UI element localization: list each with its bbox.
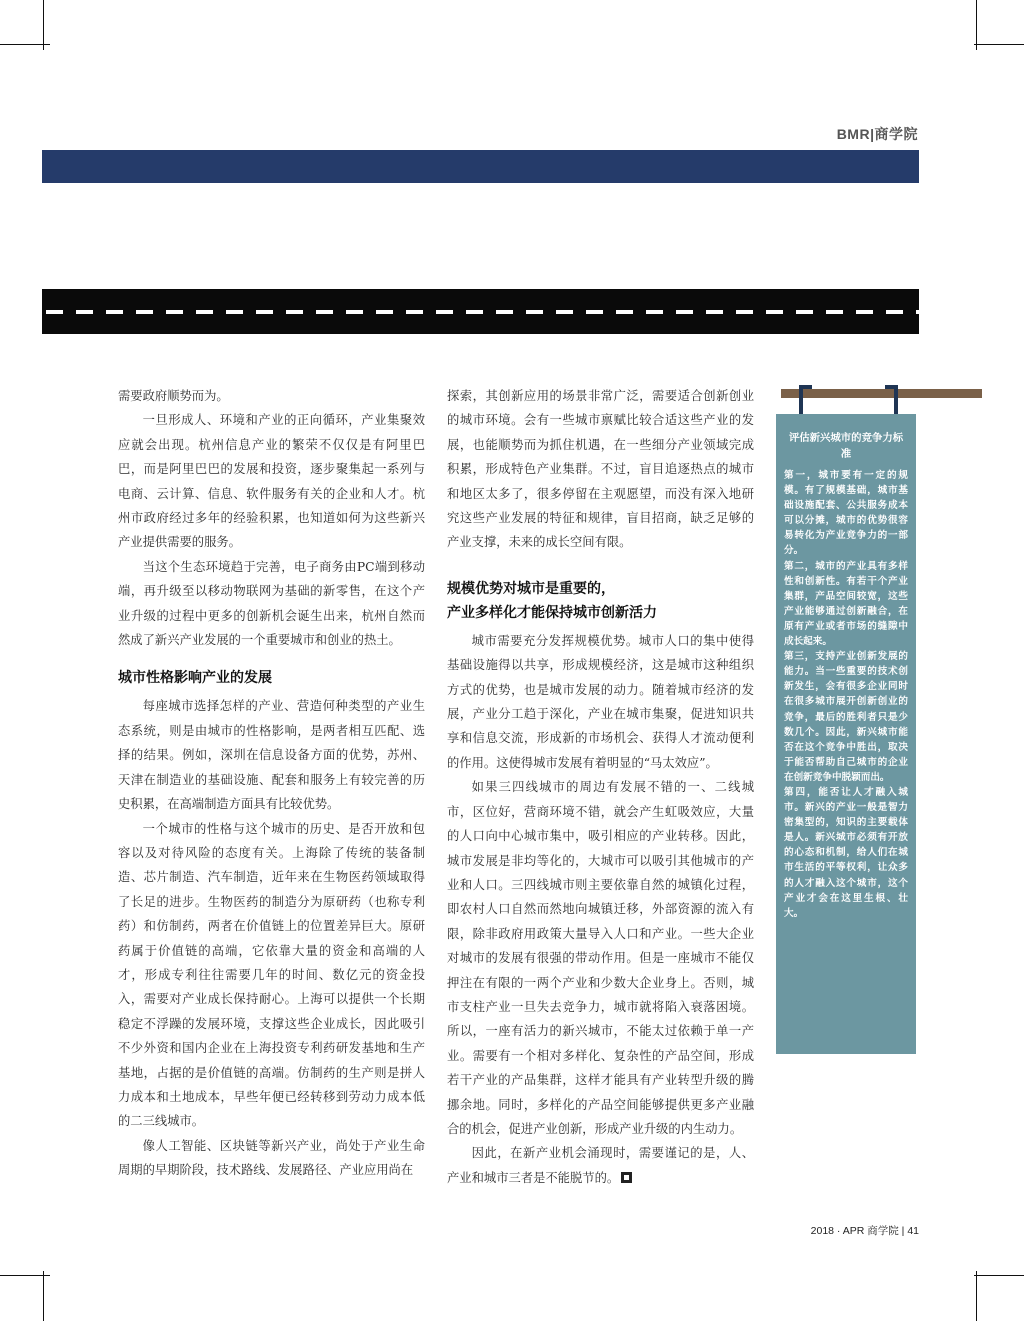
paragraph: 需要政府顺势而为。 — [118, 389, 229, 403]
paragraph: 每座城市选择怎样的产业、营造何种类型的产业生态系统，则是由城市的性格影响，是两者相互匹配、选择的结果。例如，深圳在信息设备方面的优势，苏州、天津在制造业的基础设施、配套和服务上有较完善的历史积累，在高端制造方面具有比较优势。 — [118, 699, 425, 812]
paragraph: 探索，其创新应用的场景非常广泛，需要适合创新创业的城市环境。会有一些城市禀赋比较合适这些产业的发展，也能顺势而为抓住机遇，在一些细分产业领域完成积累，形成特色产业集群。不过，盲目追逐热点的城市和地区太多了，很多停留在主观愿望，而没有深入地研究这些产业发展的特征和规律，盲目招商，缺乏足够的产业支撑，未来的成长空间有限。 — [447, 389, 754, 550]
page-footer: 2018 · APR 商学院 | 41 — [810, 1225, 919, 1237]
sidebar-box — [776, 414, 916, 1054]
section-heading: 城市性格影响产业的发展 — [118, 670, 272, 687]
article-column-left — [118, 384, 425, 1183]
sidebar-item: 第三，支持产业创新发展的能力。当一些重要的技术创新发生，会有很多企业同时在很多城市展开创新创业的竞争，最后的胜利者只是少数几个。因此，新兴城市能否在这个竞争中胜出，取决于能否帮助自己城市的企业在创新竞争中脱颖而出。 — [784, 651, 908, 783]
header-brand: BMR|商学院 — [836, 126, 918, 142]
paragraph: 当这个生态环境趋于完善，电子商务由PC端到移动端，再升级至以移动物联网为基础的新零售，在这个产业升级的过程中更多的创新机会诞生出来，杭州自然而然成了新兴产业发展的一个重要城市和创业的热土。 — [118, 559, 425, 648]
article-column-middle — [447, 384, 754, 1190]
paragraph: 一旦形成人、环境和产业的正向循环，产业集聚效应就会出现。杭州信息产业的繁荣不仅仅是有阿里巴巴，而是阿里巴巴的发展和投资，逐步聚集起一系列与电商、云计算、信息、软件服务有关的企业和人才。杭州市政府经过多年的经验积累，也知道如何为这些新兴产业提供需要的服务。 — [118, 413, 425, 550]
sidebar-item: 第二，城市的产业具有多样性和创新性。有若干个产业集群，产品空间较宽，这些产业能够通过创新融合，在原有产业或者市场的缝隙中成长起来。 — [784, 560, 908, 648]
end-mark-icon — [621, 1172, 632, 1183]
paragraph: 像人工智能、区块链等新兴产业，尚处于产业生命周期的早期阶段，技术路线、发展路径、产业应用尚在 — [118, 1138, 425, 1178]
section-heading-line1: 规模优势对城市是重要的， — [447, 580, 615, 597]
sidebar-item: 第四，能否让人才融入城市。新兴的产业一般是智力密集型的，知识的主要载体是人。新兴城市必须有开放的心态和机制，给人们在城市生活的平等权利，让众多的人才融入这个城市，这个产业才会在这里生根、壮大。 — [784, 786, 908, 919]
section-heading — [447, 577, 754, 625]
paragraph-text: 因此，在新产业机会涌现时，需要谨记的是，人、产业和城市三者是不能脱节的。 — [447, 1146, 754, 1185]
sidebar-item: 第一，城市要有一定的规模。有了规模基础，城市基础设施配套、公共服务成本可以分摊，城市的优势很容易转化为产业竞争力的一部分。 — [784, 470, 908, 557]
header-color-band — [42, 150, 919, 183]
sidebar-title: 评估新兴城市的竞争力标准 — [788, 432, 904, 460]
paragraph — [447, 1141, 754, 1190]
section-heading-line2: 产业多样化才能保持城市创新活力 — [447, 604, 657, 621]
paragraph: 一个城市的性格与这个城市的历史、是否开放和包容以及对待风险的态度有关。上海除了传统的装备制造、芯片制造、汽车制造，近年来在生物医药领域取得了长足的进步。生物医药的制造分为原研药（也称专利药）和仿制药，两者在价值链上的位置差异巨大。原研药属于价值链的高端，它依靠大量的资金和高端的人才，形成专利往往需要几年的时间、数亿元的资金投入，需要对产业成长保持耐心。上海可以提供一个长期稳定不浮躁的发展环境，支撑这些企业成长，因此吸引不少外资和国内企业在上海投资专利药研发基地和生产基地，占据的是价值链的高端。仿制药的生产则是拼人力成本和土地成本，早些年便已经转移到劳动力成本低的二三线城市。 — [118, 821, 425, 1129]
road-dash-divider — [42, 289, 919, 334]
paragraph: 城市需要充分发挥规模优势。城市人口的集中使得基础设施得以共享，形成规模经济，这是城市这种组织方式的优势，也是城市发展的动力。随着城市经济的发展，产业分工趋于深化，产业在城市集聚，促进知识共享和信息交流，形成新的市场机会、获得人才流动便利的作用。这使得城市发展有着明显的“马太效应”。 — [447, 633, 754, 770]
paragraph: 如果三四线城市的周边有发展不错的一、二线城市，区位好，营商环境不错，就会产生虹吸效应，大量的人口向中心城市集中，吸引相应的产业转移。因此，城市发展是非均等化的，大城市可以吸引其他城市的产业和人口。三四线城市则主要依靠自然的城镇化过程，即农村人口自然而然地向城镇迁移，外部资源的流入有限，除非政府用政策大量导入人口和产业。一些大企业对城市的发展有很强的带动作用。但是一座城市不能仅押注在有限的一两个产业和少数大企业身上。否则，城市支柱产业一旦失去竞争力，城市就将陷入衰落困境。所以，一座有活力的新兴城市，不能太过依赖于单一产业。需要有一个相对多样化、复杂性的产品空间，形成若干产业的产品集群，这样才能具有产业转型升级的腾挪余地。同时，多样化的产品空间能够提供更多产业融合的机会，促进产业创新，形成产业升级的内生动力。 — [447, 780, 754, 1136]
